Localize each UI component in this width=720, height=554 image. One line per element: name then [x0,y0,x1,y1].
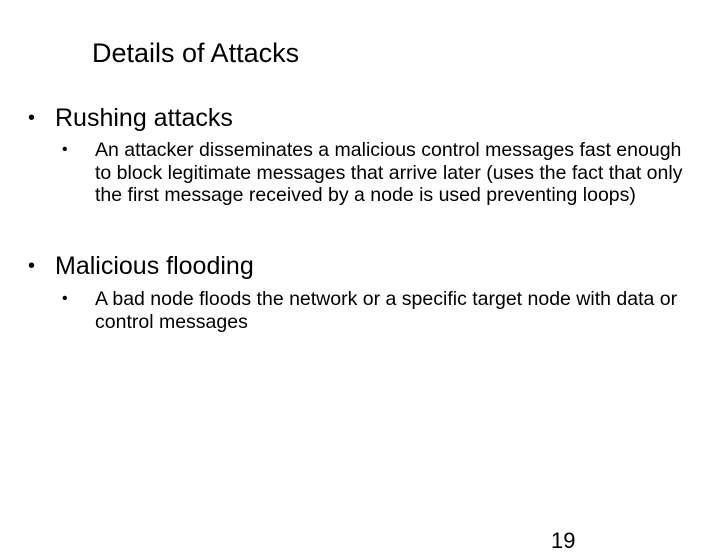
bullet-heading: Rushing attacks [55,104,233,132]
bullet-icon: • [28,255,36,277]
bullet-icon: • [28,107,36,129]
sub-bullet-icon: • [62,290,68,307]
bullet-heading: Malicious flooding [55,252,254,280]
slide-title: Details of Attacks [92,38,300,68]
sub-bullet-icon: • [62,141,68,158]
page-number: 19 [551,528,576,553]
sub-bullet-text: A bad node floods the network or a specific target node with data or control messages [95,288,678,333]
sub-bullet-text: An attacker disseminates a malicious control messages fast enough to block legitimate messages that arrive later (uses the fact that only the first message received by a node is used preventing loops) [95,139,683,206]
